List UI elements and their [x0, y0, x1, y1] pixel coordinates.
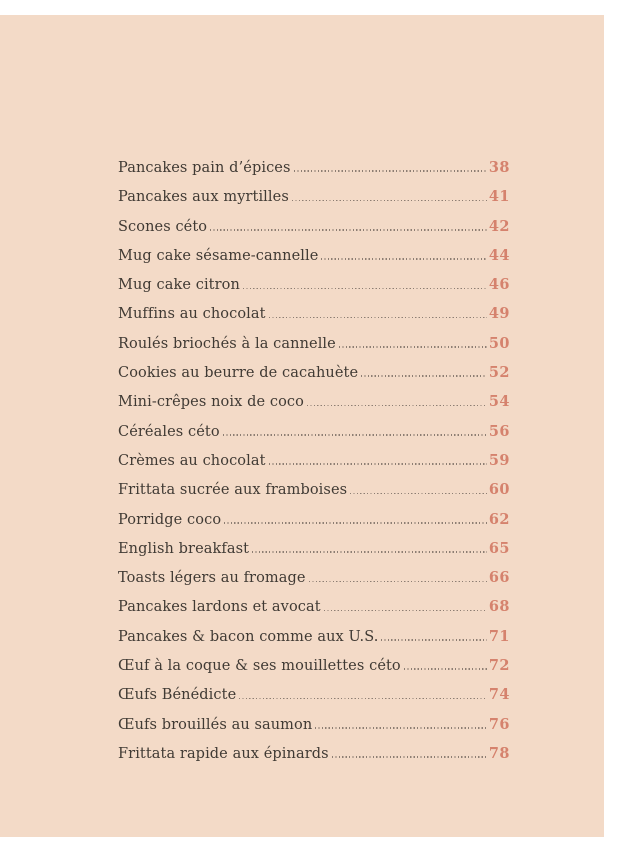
toc-entry [118, 506, 510, 535]
toc-entry-title: Roulés briochés à la cannelle [118, 335, 336, 352]
toc-entry-title: Œufs Bénédicte [118, 687, 237, 704]
toc-entry-title: Pancakes aux myrtilles [118, 189, 289, 206]
toc-leader-dots [332, 756, 487, 758]
toc-entry [118, 476, 510, 505]
toc-entry-title: Pancakes pain d’épices [118, 160, 291, 176]
toc-leader-dots [294, 170, 487, 172]
toc-entry-title: Mini-crêpes noix de coco [118, 394, 304, 411]
toc-entry-page: 65 [488, 539, 510, 557]
toc-entry [118, 330, 510, 359]
toc-leader-dots [315, 727, 487, 729]
toc-entry-title: Scones céto [118, 218, 208, 235]
toc-entry [118, 593, 510, 622]
toc-entry-title: Crèmes au chocolat [118, 452, 266, 469]
toc-entry [118, 681, 510, 710]
toc-entry [118, 359, 510, 388]
toc-entry-title: Pancakes & bacon comme aux U.S. [118, 628, 379, 645]
toc-entry-page: 54 [488, 393, 510, 411]
toc-entry-title: Mug cake sésame-cannelle [118, 247, 319, 264]
toc-entry-title: Céréales céto [118, 423, 220, 440]
toc-entry-title: Œufs brouillés au saumon [118, 716, 313, 733]
book-page [0, 15, 604, 837]
toc-entry-page: 78 [488, 744, 510, 762]
toc-entry-page: 72 [488, 657, 510, 675]
toc-entry [118, 183, 510, 212]
toc-leader-dots [361, 375, 487, 377]
toc-entry-title: Œuf à la coque & ses mouillettes céto [118, 658, 401, 675]
toc-leader-dots [269, 463, 487, 465]
toc-leader-dots [339, 346, 487, 348]
toc-leader-dots [324, 610, 487, 612]
toc-entry [118, 213, 510, 242]
toc-entry-page: 42 [488, 217, 510, 235]
toc-entry-title: Cookies au beurre de cacahuète [118, 365, 359, 382]
toc-entry [118, 242, 510, 271]
toc-entry-page: 74 [488, 686, 510, 704]
toc-list [118, 154, 510, 769]
toc-leader-dots [224, 522, 487, 524]
toc-entry [118, 564, 510, 593]
toc-leader-dots [309, 581, 487, 583]
toc-entry-page: 46 [488, 276, 510, 294]
toc-leader-dots [239, 698, 487, 700]
toc-entry-page: 60 [488, 481, 510, 499]
toc-entry-page: 44 [488, 246, 510, 264]
toc-entry-page: 49 [488, 305, 510, 323]
toc-entry-page: 68 [488, 598, 510, 616]
toc-entry [118, 388, 510, 417]
toc-leader-dots [350, 493, 487, 495]
toc-entry-title: Mug cake citron [118, 277, 240, 294]
toc-entry-page: 56 [488, 422, 510, 440]
toc-entry-page: 59 [488, 451, 510, 469]
toc-entry-title: English breakfast [118, 540, 250, 557]
toc-leader-dots [269, 317, 487, 319]
toc-leader-dots [404, 668, 487, 670]
toc-leader-dots [210, 229, 487, 231]
toc-entry-page: 62 [488, 510, 510, 528]
toc-entry-title: Frittata sucrée aux framboises [118, 482, 348, 499]
toc-entry-page: 38 [488, 159, 510, 176]
toc-entry-page: 66 [488, 569, 510, 587]
toc-entry [118, 740, 510, 769]
toc-leader-dots [243, 288, 487, 290]
toc-entry-page: 52 [488, 364, 510, 382]
toc-leader-dots [223, 434, 487, 436]
toc-leader-dots [321, 258, 486, 260]
toc-leader-dots [381, 639, 486, 641]
toc-entry-title: Porridge coco [118, 511, 222, 528]
toc-entry [118, 154, 510, 183]
toc-entry-page: 76 [488, 715, 510, 733]
toc-entry-page: 50 [488, 334, 510, 352]
toc-entry [118, 418, 510, 447]
toc-entry [118, 623, 510, 652]
toc-entry [118, 271, 510, 300]
toc-entry-title: Pancakes lardons et avocat [118, 599, 321, 616]
toc-entry [118, 652, 510, 681]
toc-leader-dots [252, 551, 487, 553]
toc-leader-dots [307, 405, 487, 407]
toc-entry-page: 71 [488, 627, 510, 645]
toc-entry [118, 711, 510, 740]
toc-leader-dots [292, 200, 487, 202]
toc-entry-title: Frittata rapide aux épinards [118, 745, 329, 762]
toc-entry [118, 447, 510, 476]
toc-entry-title: Muffins au chocolat [118, 306, 266, 323]
toc-entry-title: Toasts légers au fromage [118, 570, 306, 587]
toc-entry [118, 300, 510, 329]
toc-entry-page: 41 [488, 188, 510, 206]
toc-entry [118, 535, 510, 564]
